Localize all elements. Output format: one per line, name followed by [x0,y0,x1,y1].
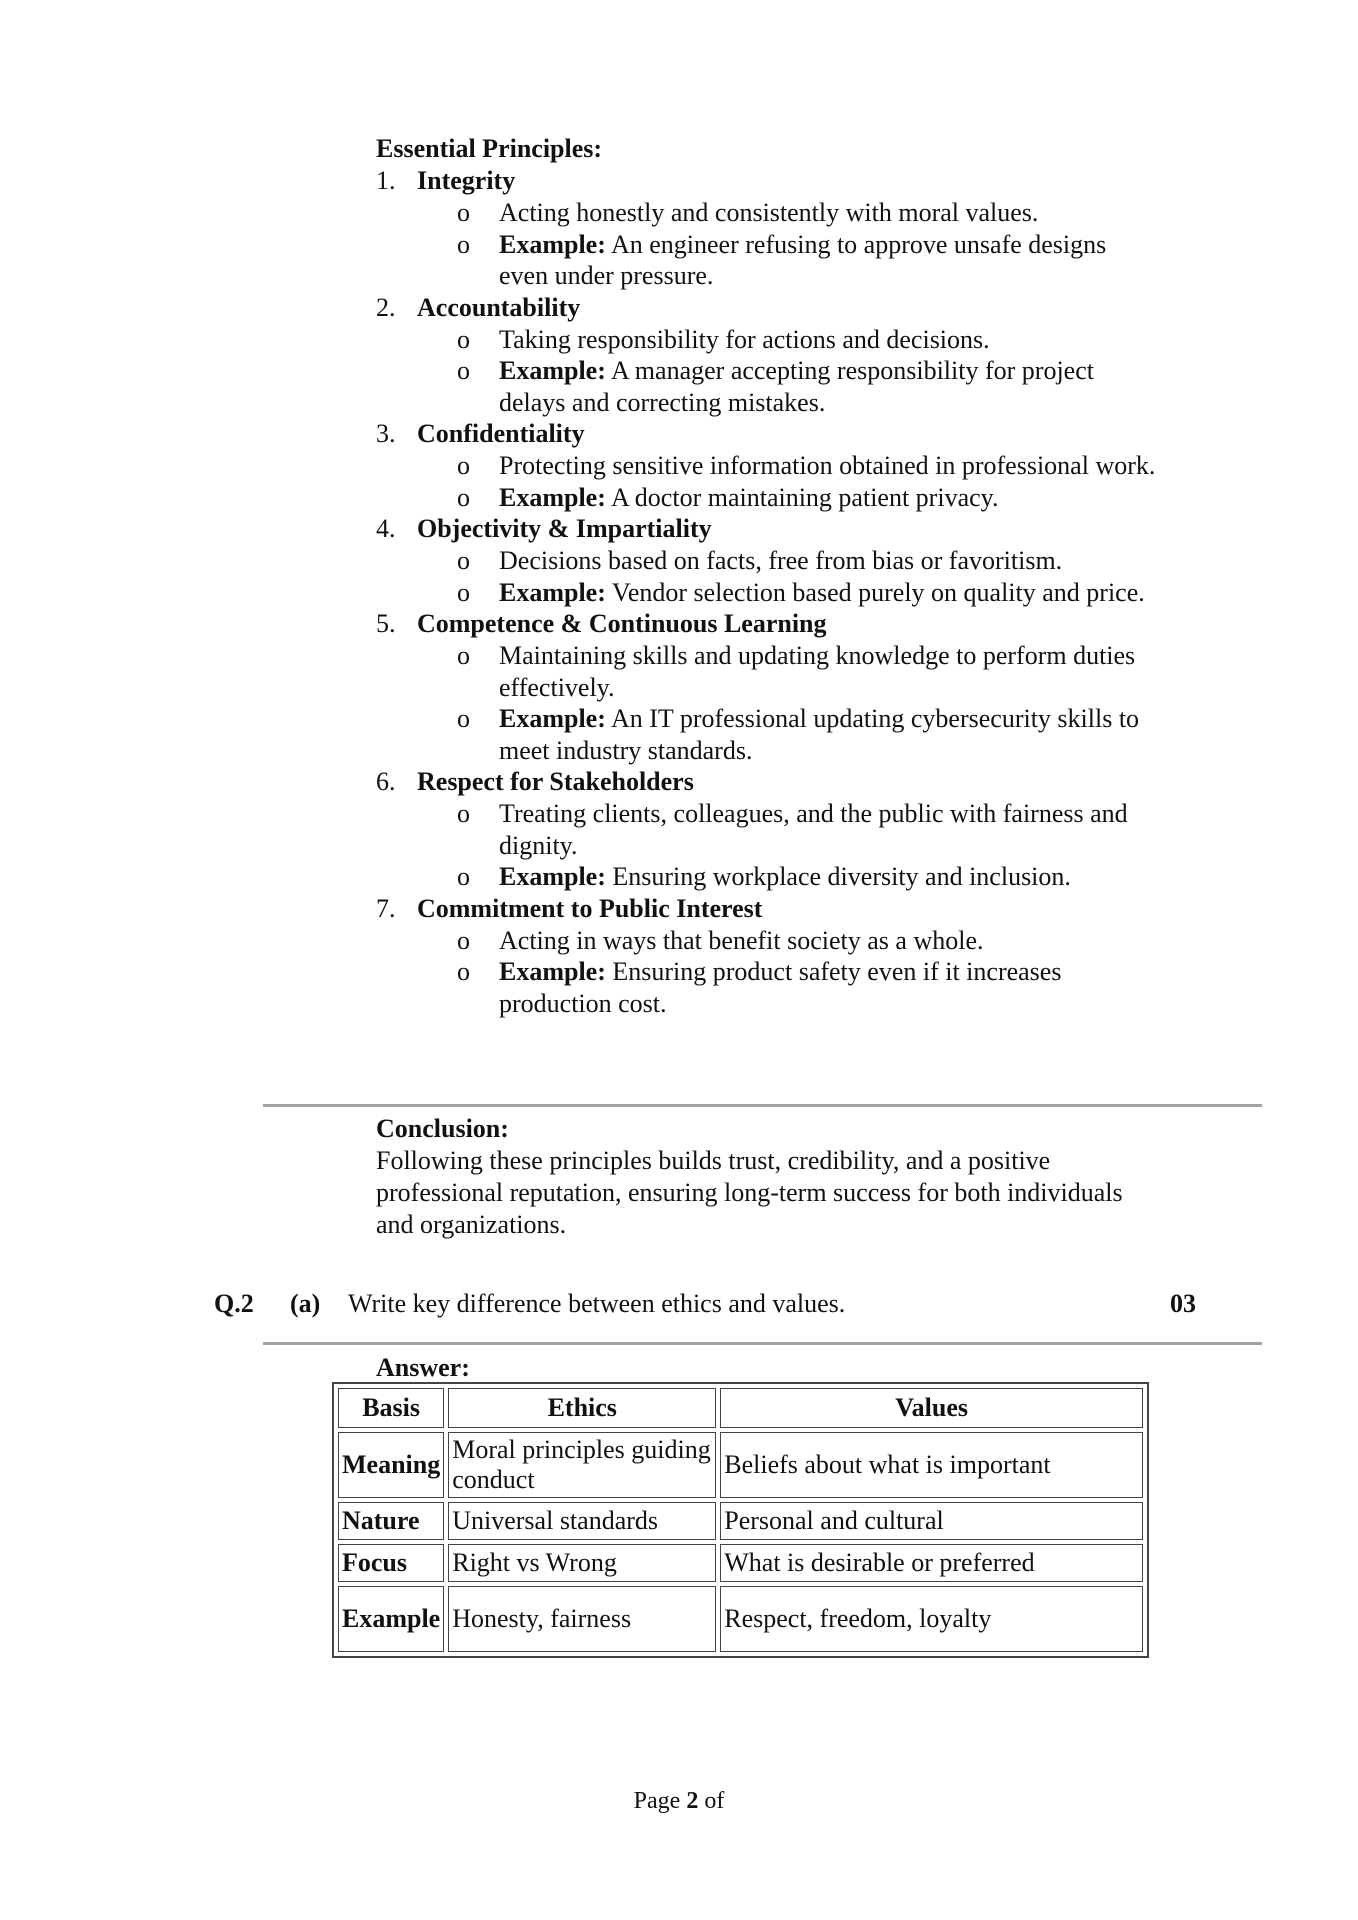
bullet-marker: o [457,229,470,259]
principle-item [376,292,1156,324]
point-text: Decisions based on facts, free from bias or favoritism. [499,546,1063,575]
bullet-marker: o [457,482,470,512]
question-row [0,1287,1358,1321]
table-row [338,1432,1143,1498]
principle-number: 3. [376,419,396,448]
bullet-marker: o [457,641,470,670]
principle-number: 1. [376,166,396,195]
question-part: (a) [290,1289,321,1318]
question-number: Q.2 [214,1289,254,1318]
principle-point [376,577,1156,609]
conclusion-text: Following these principles builds trust, credibility, and a positive professional reputation, ensuring long-term success for both individuals and organizations. [376,1146,1123,1239]
ethics-cell: Moral principles guiding conduct [448,1432,716,1498]
example-label: Example: [499,229,606,259]
principle-item [376,513,1156,545]
principle-point [376,482,1156,514]
question-marks: 03 [1170,1289,1196,1318]
principles-heading: Essential Principles: [376,134,603,163]
basis-cell: Example [338,1586,444,1652]
principle-title: Commitment to Public Interest [417,893,763,923]
principle-title: Respect for Stakeholders [417,767,694,796]
ethics-values-table [332,1382,1149,1658]
principle-item [376,165,1156,197]
values-cell: Beliefs about what is important [720,1432,1143,1498]
ethics-cell: Honesty, fairness [448,1586,716,1652]
basis-cell: Nature [338,1502,444,1540]
bullet-marker: o [457,324,470,354]
bullet-marker: o [457,925,470,955]
point-text: Ensuring product safety even if it increases production cost. [499,957,1062,1018]
example-label: Example: [499,482,606,512]
principle-item [376,418,1156,450]
example-label: Example: [499,957,606,986]
point-text: Vendor selection based purely on quality and price. [611,577,1145,607]
values-cell: Respect, freedom, loyalty [720,1586,1143,1652]
table-row [338,1502,1143,1540]
principle-point [376,197,1156,229]
footer-suffix: of [704,1788,725,1814]
principle-title: Competence & Continuous Learning [417,609,827,638]
bullet-marker: o [457,198,470,227]
principle-number: 2. [376,292,396,322]
principle-number: 6. [376,767,396,796]
point-text: A manager accepting responsibility for project delays and correcting mistakes. [499,356,1094,417]
point-text: Treating clients, colleagues, and the public with fairness and dignity. [499,799,1128,860]
principle-point [376,355,1156,418]
principle-point [376,640,1156,703]
principle-title: Accountability [417,292,581,322]
principle-title: Integrity [417,166,516,195]
point-text: Protecting sensitive information obtained in professional work. [499,451,1156,480]
principle-point [376,798,1156,861]
example-label: Example: [499,356,606,385]
section-divider [263,1104,1262,1107]
principle-number: 7. [376,893,396,923]
principle-item [376,608,1156,640]
bullet-marker: o [457,862,470,891]
basis-cell: Focus [338,1544,444,1582]
principle-point [376,229,1156,292]
header-basis: Basis [338,1388,444,1428]
values-cell: Personal and cultural [720,1502,1143,1540]
principle-point [376,703,1156,766]
bullet-marker: o [457,577,470,607]
bullet-marker: o [457,704,470,733]
principle-number: 4. [376,514,396,543]
bullet-marker: o [457,546,470,575]
principle-number: 5. [376,609,396,638]
answer-label: Answer: [376,1353,470,1382]
question-text: Write key difference between ethics and values. [348,1289,846,1318]
example-label: Example: [499,704,606,733]
principle-point [376,925,1156,957]
principle-point [376,956,1156,1019]
principle-title: Confidentiality [417,419,585,448]
table-row [338,1586,1143,1652]
example-label: Example: [499,577,606,607]
question-divider [263,1342,1262,1345]
point-text: Maintaining skills and updating knowledge to perform duties effectively. [499,641,1136,702]
ethics-cell: Universal standards [448,1502,716,1540]
table-row [338,1544,1143,1582]
conclusion-section [376,1113,1156,1241]
point-text: An engineer refusing to approve unsafe designs even under pressure. [499,229,1107,290]
principles-list [376,165,1156,1019]
basis-cell: Meaning [338,1432,444,1498]
page-number: 2 [686,1788,699,1814]
principle-point [376,324,1156,356]
principle-title: Objectivity & Impartiality [417,514,712,543]
principle-point [376,545,1156,577]
bullet-marker: o [457,356,470,385]
point-text: A doctor maintaining patient privacy. [610,482,999,512]
principle-point [376,450,1156,482]
point-text: Acting honestly and consistently with moral values. [499,198,1039,227]
page-footer [0,1788,1358,1815]
point-text: An IT professional updating cybersecurity skills to meet industry standards. [499,704,1140,765]
bullet-marker: o [457,799,470,828]
bullet-marker: o [457,451,470,480]
ethics-cell: Right vs Wrong [448,1544,716,1582]
header-ethics: Ethics [448,1388,716,1428]
point-text: Ensuring workplace diversity and inclusion. [612,862,1071,891]
principles-section [376,133,1156,1019]
conclusion-heading: Conclusion: [376,1114,509,1143]
point-text: Acting in ways that benefit society as a whole. [499,925,984,955]
point-text: Taking responsibility for actions and decisions. [499,324,990,354]
header-values: Values [720,1388,1143,1428]
principle-item [376,893,1156,925]
values-cell: What is desirable or preferred [720,1544,1143,1582]
table-header-row [338,1388,1143,1428]
principle-point [376,861,1156,893]
footer-prefix: Page [633,1788,681,1814]
bullet-marker: o [457,957,470,986]
principle-item [376,766,1156,798]
example-label: Example: [499,862,606,891]
